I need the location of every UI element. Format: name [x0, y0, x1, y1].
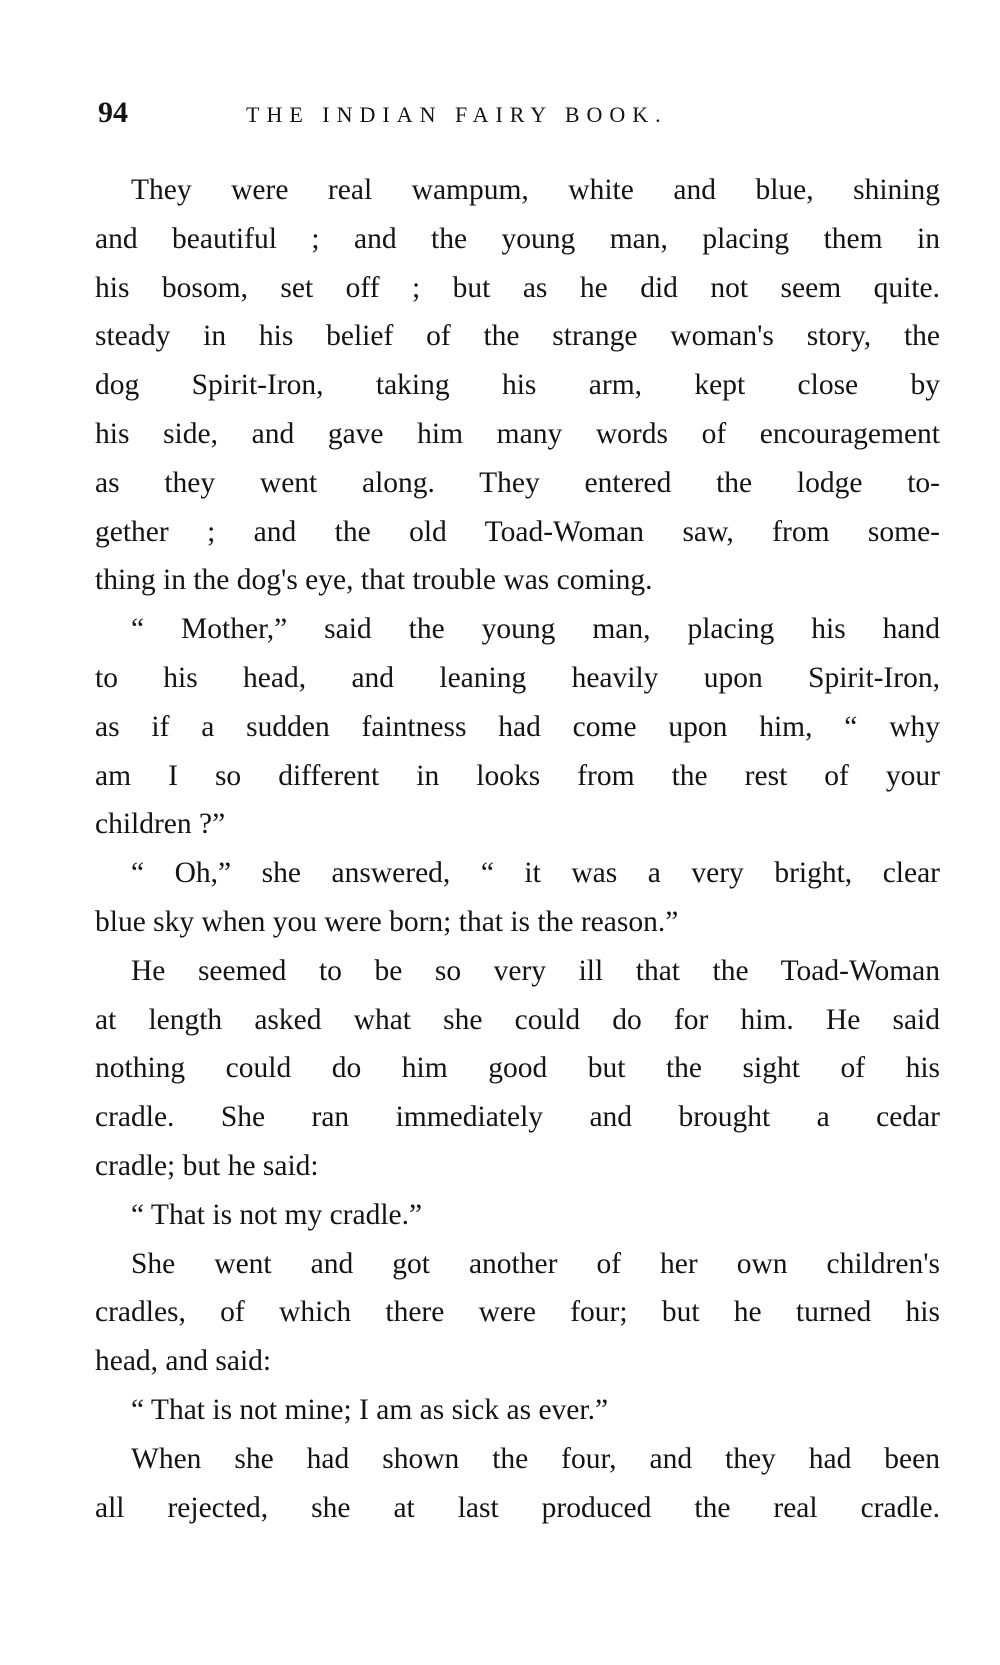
text-line: She went and got another of her own children's [131, 1247, 940, 1280]
text-line: at length asked what she could do for him. He said [95, 1003, 940, 1036]
text-line: his bosom, set off ; but as he did not seem quite. [95, 271, 940, 304]
text-line: He seemed to be so very ill that the Toad-Woman [131, 954, 940, 987]
text-line: children ?” [95, 808, 226, 841]
text-line: dog Spirit-Iron, taking his arm, kept close by [95, 369, 940, 402]
text-line: cradle; but he said: [95, 1149, 319, 1182]
text-line: his side, and gave him many words of encouragement [95, 417, 940, 450]
text-line: am I so different in looks from the rest of your [95, 759, 940, 792]
text-line: cradles, of which there were four; but he turned his [95, 1296, 940, 1329]
body-text [95, 166, 940, 1532]
book-title: THE INDIAN FAIRY BOOK. [246, 102, 668, 127]
text-line: They were real wampum, white and blue, shining [131, 174, 940, 206]
text-line: blue sky when you were born; that is the reason.” [95, 905, 679, 938]
text-line: cradle. She ran immediately and brought a cedar [95, 1101, 940, 1134]
text-line: gether ; and the old Toad-Woman saw, from some- [95, 515, 940, 548]
text-line: “ Mother,” said the young man, placing his hand [131, 613, 940, 646]
text-line: as they went along. They entered the lodge to- [95, 466, 940, 499]
text-line: and beautiful ; and the young man, placing them in [95, 222, 940, 255]
text-line: all rejected, she at last produced the real cradle. [95, 1491, 940, 1524]
text-line: steady in his belief of the strange woman's story, the [95, 320, 940, 353]
running-head [98, 96, 938, 136]
text-line: to his head, and leaning heavily upon Spirit-Iron, [95, 661, 940, 694]
text-line: When she had shown the four, and they had been [131, 1442, 940, 1475]
text-line: “ That is not my cradle.” [131, 1198, 423, 1231]
text-line: “ Oh,” she answered, “ it was a very bright, clear [131, 857, 940, 890]
text-line: thing in the dog's eye, that trouble was coming. [95, 564, 653, 597]
text-line: nothing could do him good but the sight of his [95, 1052, 940, 1085]
text-line: “ That is not mine; I am as sick as ever.” [131, 1393, 609, 1426]
text-line: head, and said: [95, 1345, 272, 1378]
page-number: 94 [98, 96, 128, 129]
text-line: as if a sudden faintness had come upon him, “ why [95, 710, 940, 743]
